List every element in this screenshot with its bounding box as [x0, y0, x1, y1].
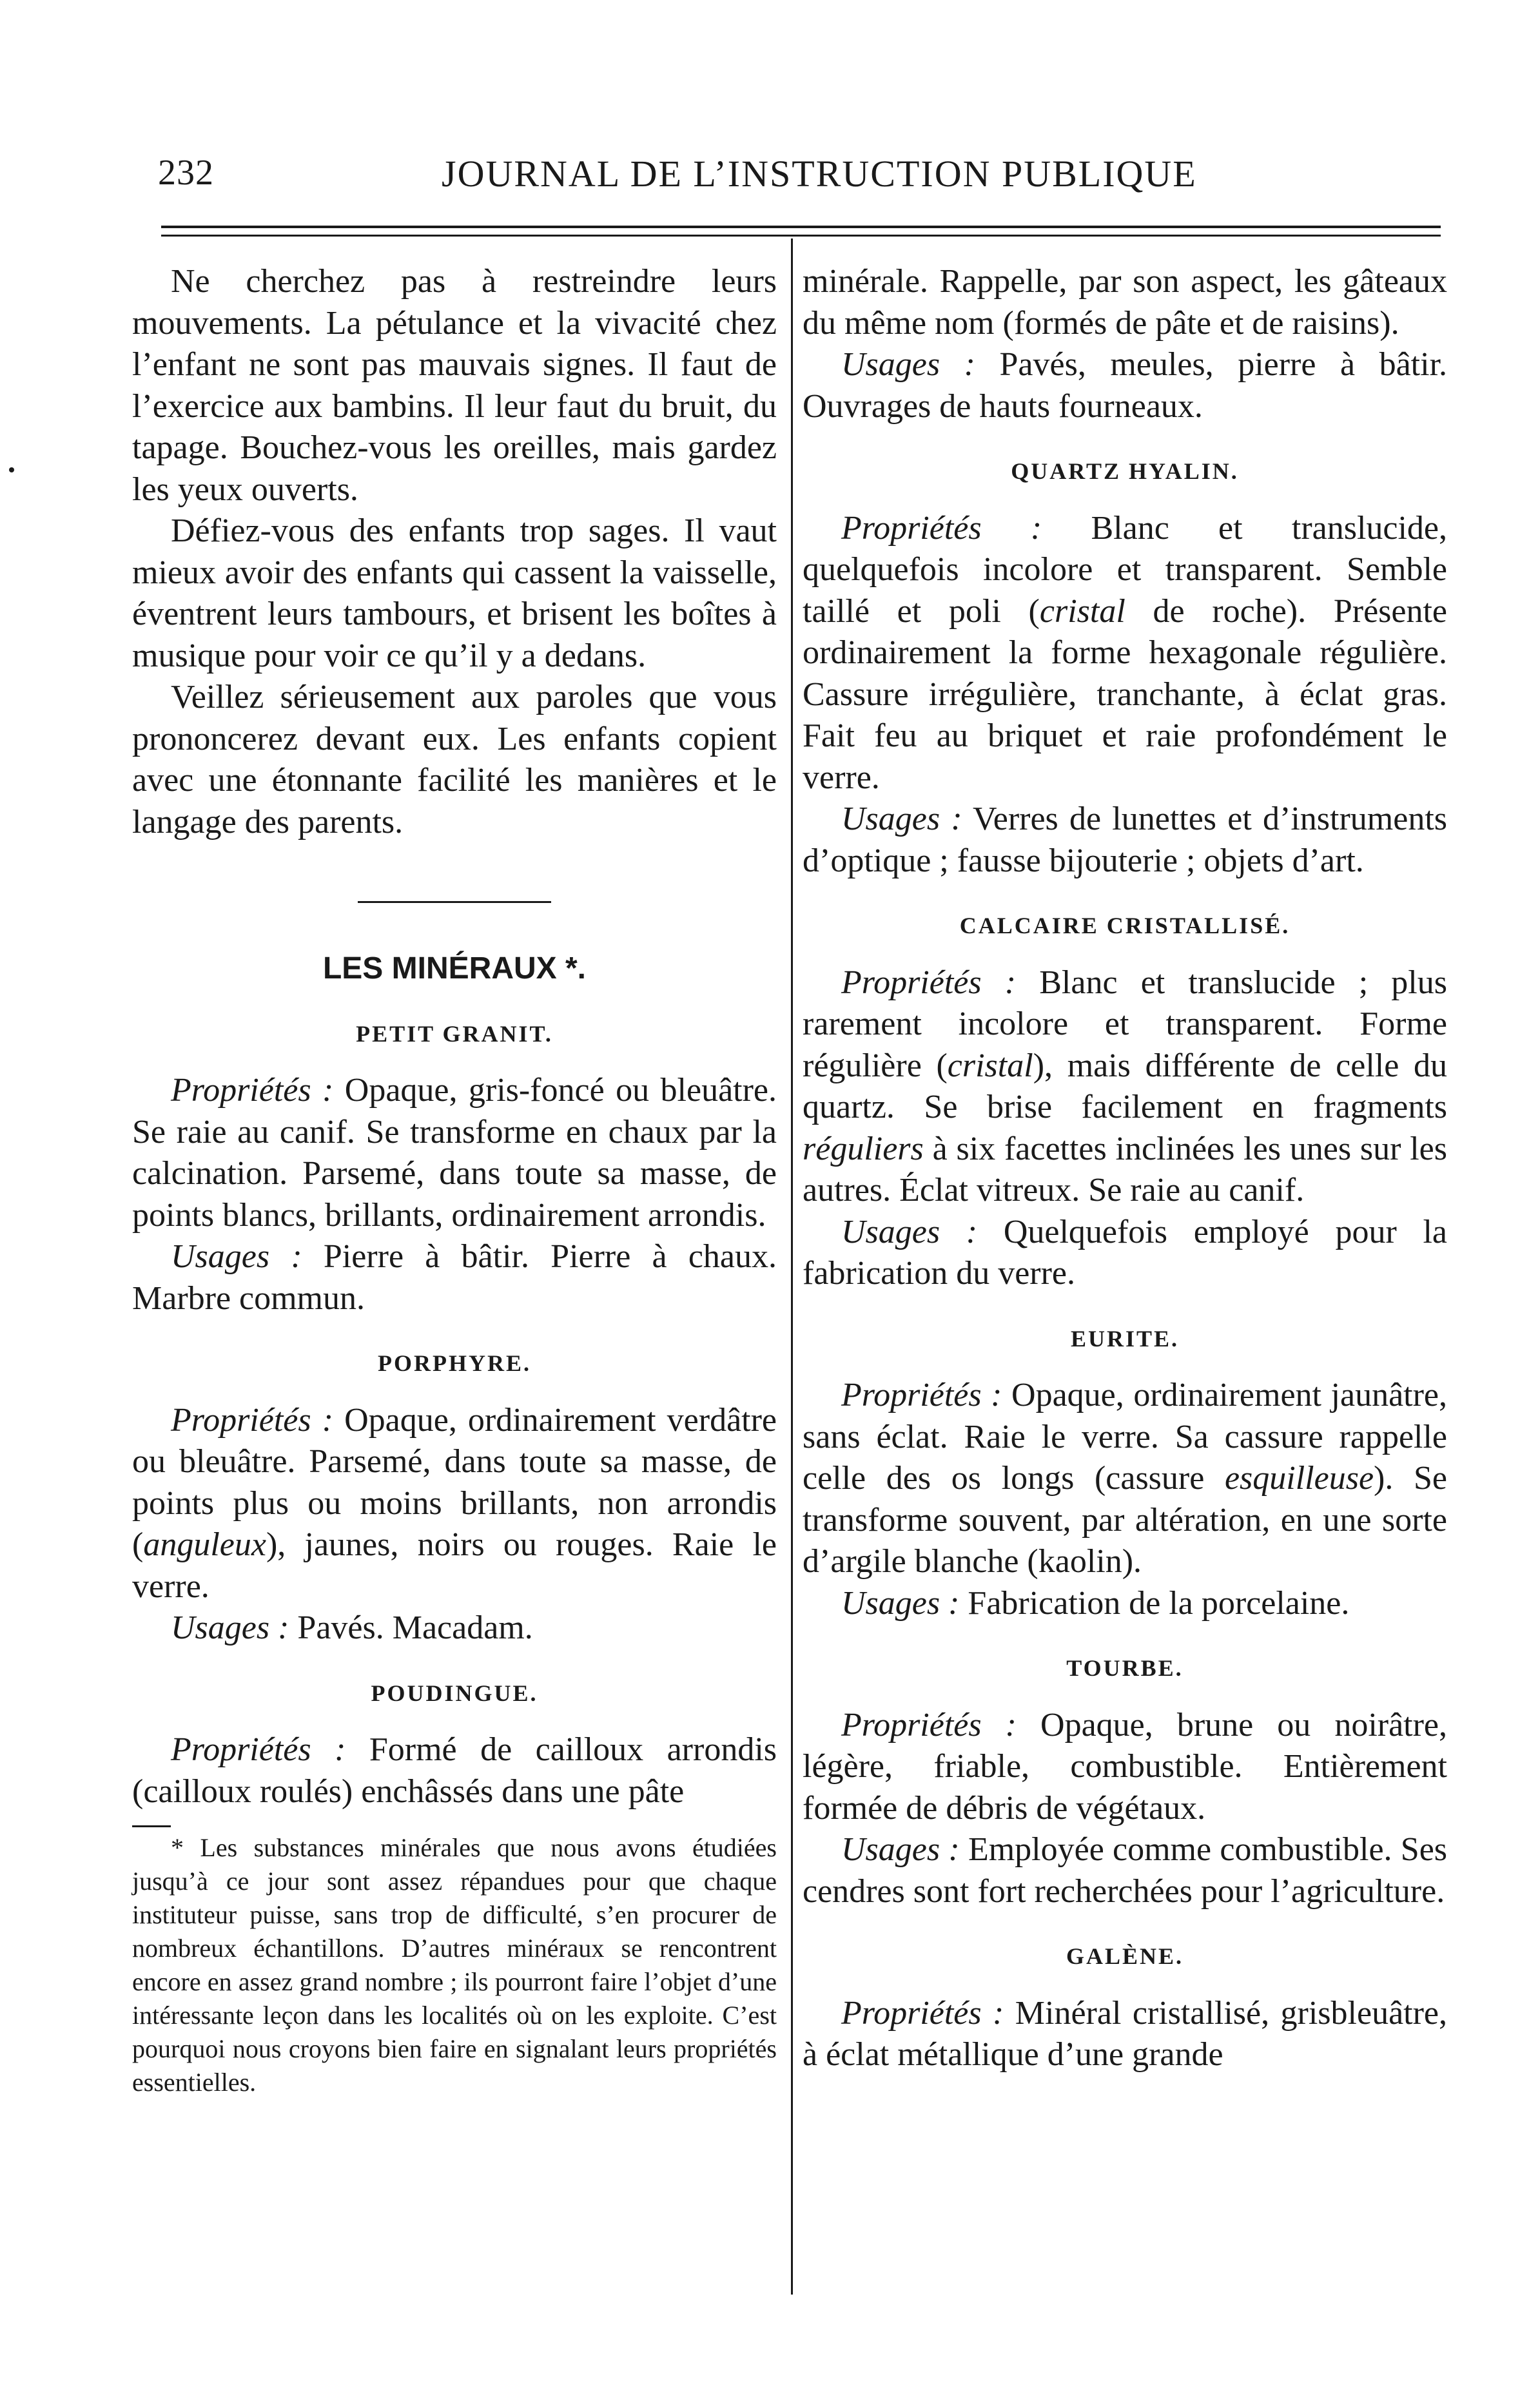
running-title: JOURNAL DE L’INSTRUCTION PUBLIQUE [442, 153, 1197, 195]
column-divider [791, 238, 793, 2295]
properties-text: ), jaunes, noirs ou rouges. Raie le verre. [132, 1526, 777, 1605]
properties-label: Propriétés : [841, 1706, 1017, 1743]
footnote: * Les substances minérales que nous avons étudiées jusqu’à ce jour sont assez répandues pour que chaque instituteur puisse, sans trop de difficulté, s’en procurer de nombreux échantillons. D’autres minéraux se rencontrent encore en assez grand nombre ; ils pourront faire l’objet d’une intéressante leçon dans les localités où on les exploite. C’est pourquoi nous croyons bien faire en signalant leurs propriétés essentielles. [132, 1833, 777, 2097]
right-column [803, 261, 1447, 2076]
intro-paragraph-1: Ne cherchez pas à restreindre leurs mouvements. La pétulance et la vivacité chez l’enfant ne sont pas mauvais signes. Il faut de l’exercice aux bambins. Il leur faut du bruit, du tapage. Bouchez-vous les oreilles, mais gardez les yeux ouverts. [132, 263, 777, 508]
calcaire-properties [803, 962, 1447, 1212]
heading-porphyre: PORPHYRE. [378, 1350, 531, 1376]
properties-text: Blanc et translucide ; plus rarement incolore et transparent. Forme régulière ( [803, 964, 1447, 1084]
poudingue-continued: minérale. Rappelle, par son aspect, les gâteaux du même nom (formés de pâte et de raisins). [803, 263, 1447, 342]
section-separator [358, 901, 551, 903]
eurite-properties [803, 1375, 1447, 1583]
uses-text: Fabrication de la porcelaine. [968, 1584, 1350, 1622]
page-header [158, 152, 1196, 204]
calcaire-uses [803, 1212, 1447, 1295]
tourbe-uses [803, 1829, 1447, 1912]
quartz-properties [803, 508, 1447, 799]
properties-emphasis: réguliers [803, 1130, 924, 1167]
heading-quartz-hyalin: QUARTZ HYALIN. [1011, 458, 1239, 484]
properties-label: Propriétés : [171, 1731, 346, 1768]
footnote-rule [132, 1825, 171, 1827]
properties-text: de roche). Présente ordinairement la forme hexagonale régulière. Cassure irrégulière, tranchante, à éclat gras. Fait feu au briquet et raie profondément le verre. [803, 592, 1447, 796]
properties-emphasis: cristal [1039, 592, 1125, 630]
properties-text: Opaque, ordinairement jaunâtre, sans éclat. Raie le verre. Sa cassure rappelle celle des os longs (cassure [803, 1377, 1447, 1497]
porphyre-properties [132, 1400, 777, 1608]
intro-paragraph-3: Veillez sérieusement aux paroles que vous prononcerez devant eux. Les enfants copient avec une étonnante facilité les manières et le langage des parents. [132, 679, 777, 840]
uses-label: Usages : [841, 1213, 978, 1250]
properties-text: Opaque, gris-foncé ou bleuâtre. Se raie au canif. Se transforme en chaux par la calcination. Parsemé, dans toute sa masse, de points blancs, brillants, ordinairement arrondis. [132, 1072, 777, 1234]
properties-text: Blanc et translucide, quelquefois incolore et transparent. Semble taillé et poli ( [803, 509, 1447, 630]
uses-label: Usages : [841, 1831, 960, 1868]
poudingue-properties [132, 1729, 777, 1812]
heading-poudingue: POUDINGUE. [371, 1680, 538, 1706]
tourbe-properties [803, 1705, 1447, 1830]
properties-label: Propriétés : [171, 1072, 334, 1109]
uses-text: Quelquefois employé pour la fabrication du verre. [803, 1213, 1447, 1292]
header-rule-bottom [161, 235, 1441, 237]
heading-galene: GALÈNE. [1066, 1943, 1184, 1969]
properties-label: Propriétés : [171, 1401, 334, 1439]
intro-paragraph-2: Défiez-vous des enfants trop sages. Il vaut mieux avoir des enfants qui cassent la vaisselle, éventrent leurs tambours, et brisent les boîtes à musique pour voir ce qu’il y a dedans. [132, 512, 777, 674]
properties-emphasis: cristal [947, 1047, 1033, 1084]
uses-text: Pavés, meules, pierre à bâtir. Ouvrages de hauts fourneaux. [803, 346, 1448, 425]
uses-label: Usages : [841, 801, 962, 837]
heading-tourbe: TOURBE. [1066, 1655, 1184, 1681]
uses-text: Employée comme combustible. Ses cendres sont fort recherchées pour l’agriculture. [803, 1831, 1448, 1910]
properties-text: ). Se transforme souvent, par altération, en une sorte d’argile blanche (kaolin). [803, 1460, 1447, 1580]
uses-text: Verres de lunettes et d’instruments d’optique ; fausse bijouterie ; objets d’art. [803, 801, 1448, 879]
uses-label: Usages : [841, 346, 975, 383]
properties-emphasis: anguleux [143, 1526, 266, 1563]
header-rule-top [161, 226, 1441, 228]
margin-speck [9, 467, 14, 472]
uses-label: Usages : [841, 1584, 960, 1622]
properties-text: Minéral cristallisé, grisbleuâtre, à éclat métallique d’une grande [803, 1994, 1447, 2073]
heading-calcaire-cristallise: CALCAIRE CRISTALLISÉ. [959, 913, 1291, 938]
uses-text: Pierre à bâtir. Pierre à chaux. Marbre commun. [132, 1238, 777, 1317]
uses-label: Usages : [171, 1609, 289, 1646]
left-column [132, 261, 777, 2099]
quartz-uses [803, 799, 1447, 882]
heading-eurite: EURITE. [1070, 1325, 1180, 1352]
porphyre-uses [132, 1607, 777, 1649]
page-number: 232 [158, 153, 214, 193]
galene-properties [803, 1993, 1447, 2076]
heading-petit-granit: PETIT GRANIT. [356, 1020, 553, 1047]
section-title: LES MINÉRAUX *. [322, 951, 587, 986]
properties-text: Formé de cailloux arrondis (cailloux roulés) enchâssés dans une pâte [132, 1731, 777, 1810]
properties-label: Propriétés : [841, 1994, 1004, 2032]
petit-granit-uses [132, 1236, 777, 1319]
properties-label: Propriétés : [841, 964, 1017, 1001]
properties-label: Propriétés : [841, 509, 1042, 547]
properties-text: ), mais différente de celle du quartz. Se brise facilement en fragments [803, 1047, 1447, 1125]
eurite-uses [803, 1583, 1447, 1625]
properties-text: Opaque, brune ou noirâtre, légère, friable, combustible. Entièrement formée de débris de végétaux. [803, 1706, 1448, 1827]
properties-emphasis: esquilleuse [1224, 1460, 1374, 1497]
uses-text: Pavés. Macadam. [297, 1609, 533, 1646]
petit-granit-properties [132, 1070, 777, 1236]
uses-label: Usages : [171, 1238, 302, 1275]
properties-text: Opaque, ordinairement verdâtre ou bleuâtre. Parsemé, dans toute sa masse, de points plus ou moins brillants, non arrondis ( [132, 1401, 777, 1563]
poudingue-uses [803, 344, 1447, 427]
properties-text: à six facettes inclinées les unes sur les autres. Éclat vitreux. Se raie au canif. [803, 1130, 1447, 1209]
properties-label: Propriétés : [841, 1377, 1002, 1413]
